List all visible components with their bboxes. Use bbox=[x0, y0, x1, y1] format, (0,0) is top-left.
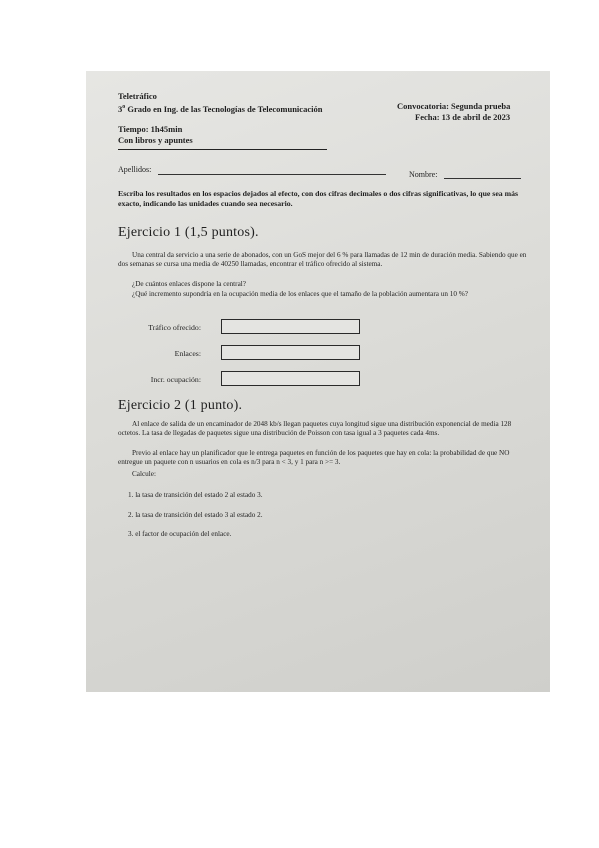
exercise2-scheduler: Previo al enlace hay un planificador que le entrega paquetes en función de los paquetes que hay en cola: la probabilidad de que NO entregue un paquete con n usuarios en cola es n/3 para n < 3, y 1 para n >= 3. bbox=[118, 449, 510, 467]
header-rule bbox=[118, 149, 327, 150]
exercise2-title: Ejercicio 2 (1 punto). bbox=[118, 398, 243, 413]
course-title: Teletráfico bbox=[118, 91, 157, 101]
exercise2-item-1: 1. la tasa de transición del estado 2 al estado 3. bbox=[128, 491, 263, 499]
exercise2-item-2: 2. la tasa de transición del estado 3 al estado 2. bbox=[128, 511, 263, 519]
exercise1-question-2: ¿Qué incremento supondría en la ocupación media de los enlaces que el tamaño de la población aumentara un 10 %? bbox=[132, 290, 468, 298]
exam-time: Tiempo: 1h45min bbox=[118, 124, 183, 134]
answer-label-trafico: Tráfico ofrecido: bbox=[148, 323, 201, 332]
answer-label-enlaces: Enlaces: bbox=[174, 349, 201, 358]
answer-box-ocupacion[interactable] bbox=[221, 371, 360, 386]
exam-date: Fecha: 13 de abril de 2023 bbox=[415, 112, 511, 122]
answer-box-enlaces[interactable] bbox=[221, 345, 360, 360]
answer-label-ocupacion: Incr. ocupación: bbox=[150, 375, 201, 384]
allowed-material: Con libros y apuntes bbox=[118, 135, 193, 145]
apellidos-label: Apellidos: bbox=[118, 165, 152, 174]
degree-number: 3 bbox=[118, 104, 123, 114]
nombre-label: Nombre: bbox=[409, 170, 438, 179]
degree-line bbox=[118, 104, 322, 114]
exercise1-title: Ejercicio 1 (1,5 puntos). bbox=[118, 225, 259, 240]
instructions: Escriba los resultados en los espacios dejados al efecto, con dos cifras decimales o dos cifras significativas, lo que sea más exacto, indicando las unidades cuando sea necesario. bbox=[118, 189, 519, 208]
exercise2-item-3: 3. el factor de ocupación del enlace. bbox=[128, 530, 232, 538]
exercise1-question-1: ¿De cuántos enlaces dispone la central? bbox=[132, 280, 246, 288]
degree-text: Grado en Ing. de las Tecnologías de Telecomunicación bbox=[125, 104, 323, 114]
exam-sheet bbox=[86, 71, 550, 692]
convocatoria: Convocatoria: Segunda prueba bbox=[397, 101, 511, 111]
exercise2-statement: Al enlace de salida de un encaminador de 2048 kb/s llegan paquetes cuya longitud sigue una distribución exponencial de media 128 octetos. La tasa de llegadas de paquetes sigue una distribución de Poisson con tasa igual a 3 paquetes cada 4ms. bbox=[118, 420, 512, 438]
apellidos-field[interactable] bbox=[158, 174, 386, 175]
degree-superscript: o bbox=[122, 104, 126, 111]
answer-box-trafico[interactable] bbox=[221, 319, 360, 334]
exercise1-statement: Una central da servicio a una serie de abonados, con un GoS mejor del 6 % para llamadas de 12 min de duración media. Sabiendo que en dos semanas se cursa una media de 40250 llamadas, encontrar el tráfico ofrecido al sistema. bbox=[118, 251, 527, 269]
calcule-label: Calcule: bbox=[132, 470, 156, 478]
nombre-field[interactable] bbox=[444, 178, 521, 179]
